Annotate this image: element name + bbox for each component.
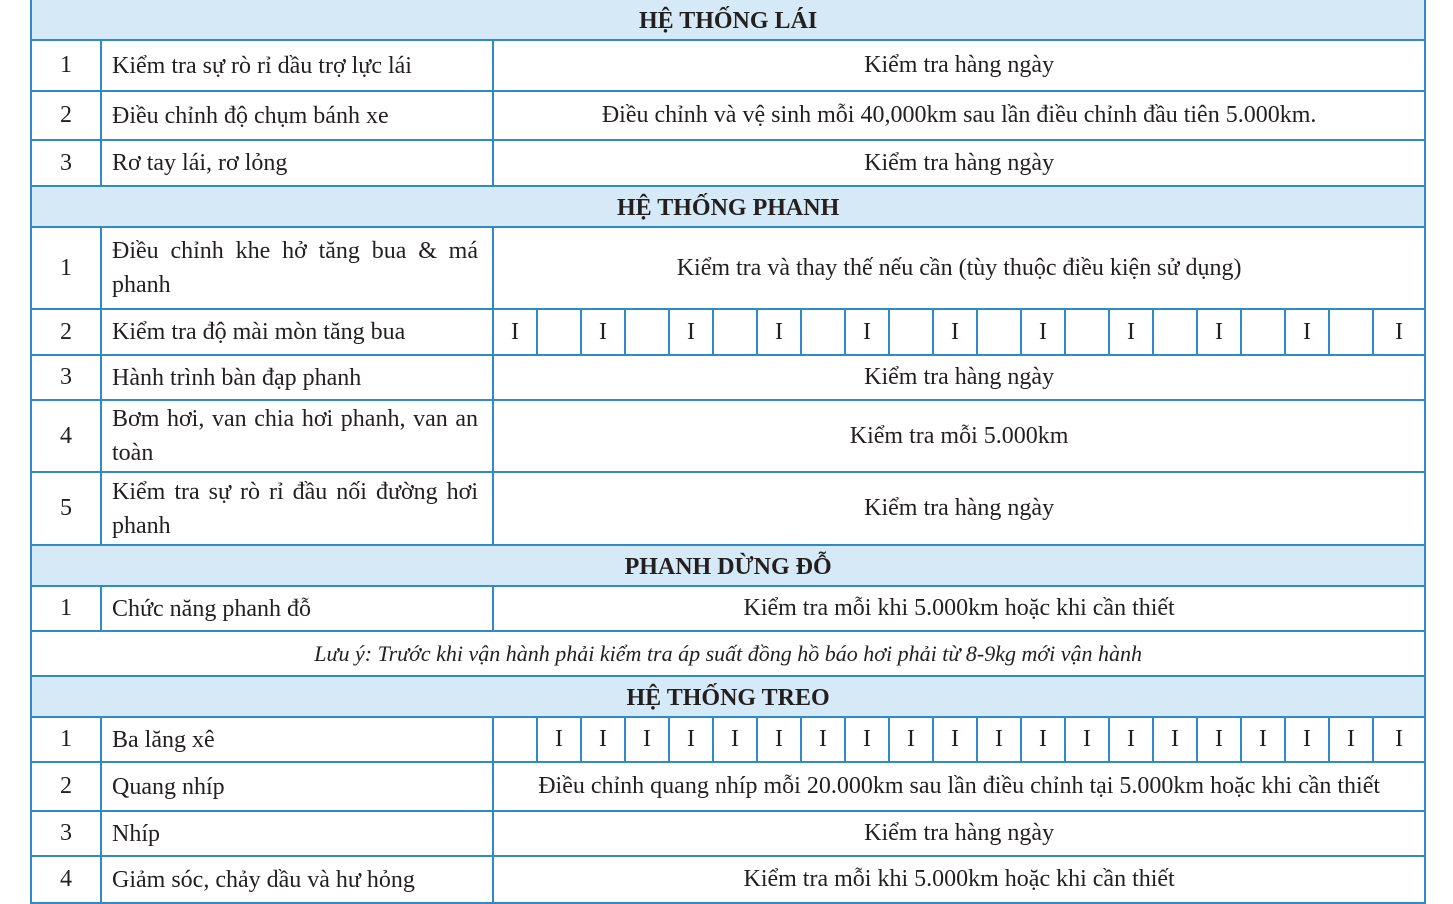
- item-value: Kiểm tra hàng ngày: [493, 40, 1425, 91]
- inspection-mark: [713, 309, 757, 355]
- section-header-parking-brake: [31, 545, 1425, 586]
- item-value: Điều chỉnh quang nhíp mỗi 20.000km sau lần điều chỉnh tại 5.000km hoặc khi cần thiết: [493, 762, 1425, 811]
- item-label: Kiểm tra sự rò rỉ đầu nối đường hơi phanh: [101, 472, 493, 545]
- item-value: Kiểm tra mỗi 5.000km: [493, 400, 1425, 472]
- inspection-mark: I: [889, 717, 933, 762]
- inspection-mark: [977, 309, 1021, 355]
- inspection-mark: I: [713, 717, 757, 762]
- item-value: Kiểm tra hàng ngày: [493, 472, 1425, 545]
- row-number: 2: [31, 309, 101, 355]
- inspection-mark: I: [669, 309, 713, 355]
- item-label: Kiểm tra sự rò rỉ dầu trợ lực lái: [101, 40, 493, 91]
- table-row: [31, 40, 1425, 91]
- inspection-mark: I: [1285, 717, 1329, 762]
- inspection-mark: I: [757, 309, 801, 355]
- inspection-mark: [1329, 309, 1373, 355]
- row-number: 3: [31, 355, 101, 400]
- inspection-mark: [1153, 309, 1197, 355]
- table-row: [31, 472, 1425, 545]
- inspection-mark: I: [977, 717, 1021, 762]
- row-number: 1: [31, 40, 101, 91]
- section-title: HỆ THỐNG TREO: [31, 676, 1425, 717]
- inspection-mark: I: [1153, 717, 1197, 762]
- item-value: Điều chỉnh và vệ sinh mỗi 40,000km sau lần điều chỉnh đầu tiên 5.000km.: [493, 91, 1425, 140]
- item-label: Bơm hơi, van chia hơi phanh, van an toàn: [101, 400, 493, 472]
- item-label: Kiểm tra độ mài mòn tăng bua: [101, 309, 493, 355]
- table-row: [31, 309, 1425, 355]
- inspection-mark: [493, 717, 537, 762]
- section-header-steering: [31, 0, 1425, 40]
- inspection-mark: I: [581, 717, 625, 762]
- row-number: 3: [31, 140, 101, 186]
- section-header-brakes: [31, 186, 1425, 227]
- inspection-mark: I: [801, 717, 845, 762]
- item-label: Giảm sóc, chảy dầu và hư hỏng: [101, 856, 493, 903]
- note-text: Lưu ý: Trước khi vận hành phải kiểm tra áp suất đồng hồ báo hơi phải từ 8-9kg mới vận hành: [31, 631, 1425, 676]
- table-row: [31, 811, 1425, 856]
- item-label: Điều chỉnh độ chụm bánh xe: [101, 91, 493, 140]
- inspection-mark: I: [933, 309, 977, 355]
- inspection-mark: I: [1329, 717, 1373, 762]
- maintenance-table: [30, 0, 1426, 904]
- table-row: [31, 856, 1425, 903]
- row-number: 2: [31, 762, 101, 811]
- section-title: HỆ THỐNG LÁI: [31, 0, 1425, 40]
- table-row: [31, 586, 1425, 631]
- note-row: [31, 631, 1425, 676]
- item-label: Quang nhíp: [101, 762, 493, 811]
- inspection-mark: I: [625, 717, 669, 762]
- inspection-mark: I: [1197, 717, 1241, 762]
- inspection-mark: I: [1373, 717, 1425, 762]
- inspection-mark: [1065, 309, 1109, 355]
- inspection-mark: I: [1109, 309, 1153, 355]
- row-number: 4: [31, 856, 101, 903]
- row-number: 5: [31, 472, 101, 545]
- row-number: 1: [31, 717, 101, 762]
- table-row: [31, 91, 1425, 140]
- inspection-mark: I: [1285, 309, 1329, 355]
- row-number: 2: [31, 91, 101, 140]
- section-title: PHANH DỪNG ĐỖ: [31, 545, 1425, 586]
- inspection-mark: I: [1373, 309, 1425, 355]
- inspection-mark: I: [669, 717, 713, 762]
- inspection-mark: I: [1197, 309, 1241, 355]
- table-row: [31, 717, 1425, 762]
- inspection-mark: I: [581, 309, 625, 355]
- inspection-mark: I: [933, 717, 977, 762]
- item-label: Rơ tay lái, rơ lỏng: [101, 140, 493, 186]
- inspection-mark: [1241, 309, 1285, 355]
- row-number: 4: [31, 400, 101, 472]
- item-value: Kiểm tra hàng ngày: [493, 355, 1425, 400]
- inspection-mark: [801, 309, 845, 355]
- item-label: Điều chỉnh khe hở tăng bua & má phanh: [101, 227, 493, 309]
- inspection-mark: I: [757, 717, 801, 762]
- item-value: Kiểm tra hàng ngày: [493, 140, 1425, 186]
- row-number: 3: [31, 811, 101, 856]
- item-value: Kiểm tra mỗi khi 5.000km hoặc khi cần thiết: [493, 856, 1425, 903]
- inspection-mark: I: [537, 717, 581, 762]
- inspection-mark: I: [1109, 717, 1153, 762]
- table-row: [31, 355, 1425, 400]
- inspection-mark: [537, 309, 581, 355]
- inspection-mark: [889, 309, 933, 355]
- section-title: HỆ THỐNG PHANH: [31, 186, 1425, 227]
- row-number: 1: [31, 227, 101, 309]
- item-label: Hành trình bàn đạp phanh: [101, 355, 493, 400]
- inspection-mark: I: [1021, 309, 1065, 355]
- inspection-mark: I: [1065, 717, 1109, 762]
- section-header-suspension: [31, 676, 1425, 717]
- table-row: [31, 762, 1425, 811]
- item-value: Kiểm tra hàng ngày: [493, 811, 1425, 856]
- item-label: Chức năng phanh đỗ: [101, 586, 493, 631]
- inspection-mark: I: [493, 309, 537, 355]
- inspection-mark: [625, 309, 669, 355]
- inspection-mark: I: [845, 309, 889, 355]
- item-value: Kiểm tra và thay thế nếu cần (tùy thuộc điều kiện sử dụng): [493, 227, 1425, 309]
- item-label: Nhíp: [101, 811, 493, 856]
- row-number: 1: [31, 586, 101, 631]
- table-row: [31, 400, 1425, 472]
- inspection-mark: I: [1241, 717, 1285, 762]
- table-row: [31, 227, 1425, 309]
- item-value: Kiểm tra mỗi khi 5.000km hoặc khi cần thiết: [493, 586, 1425, 631]
- item-label: Ba lăng xê: [101, 717, 493, 762]
- inspection-mark: I: [1021, 717, 1065, 762]
- inspection-mark: I: [845, 717, 889, 762]
- table-row: [31, 140, 1425, 186]
